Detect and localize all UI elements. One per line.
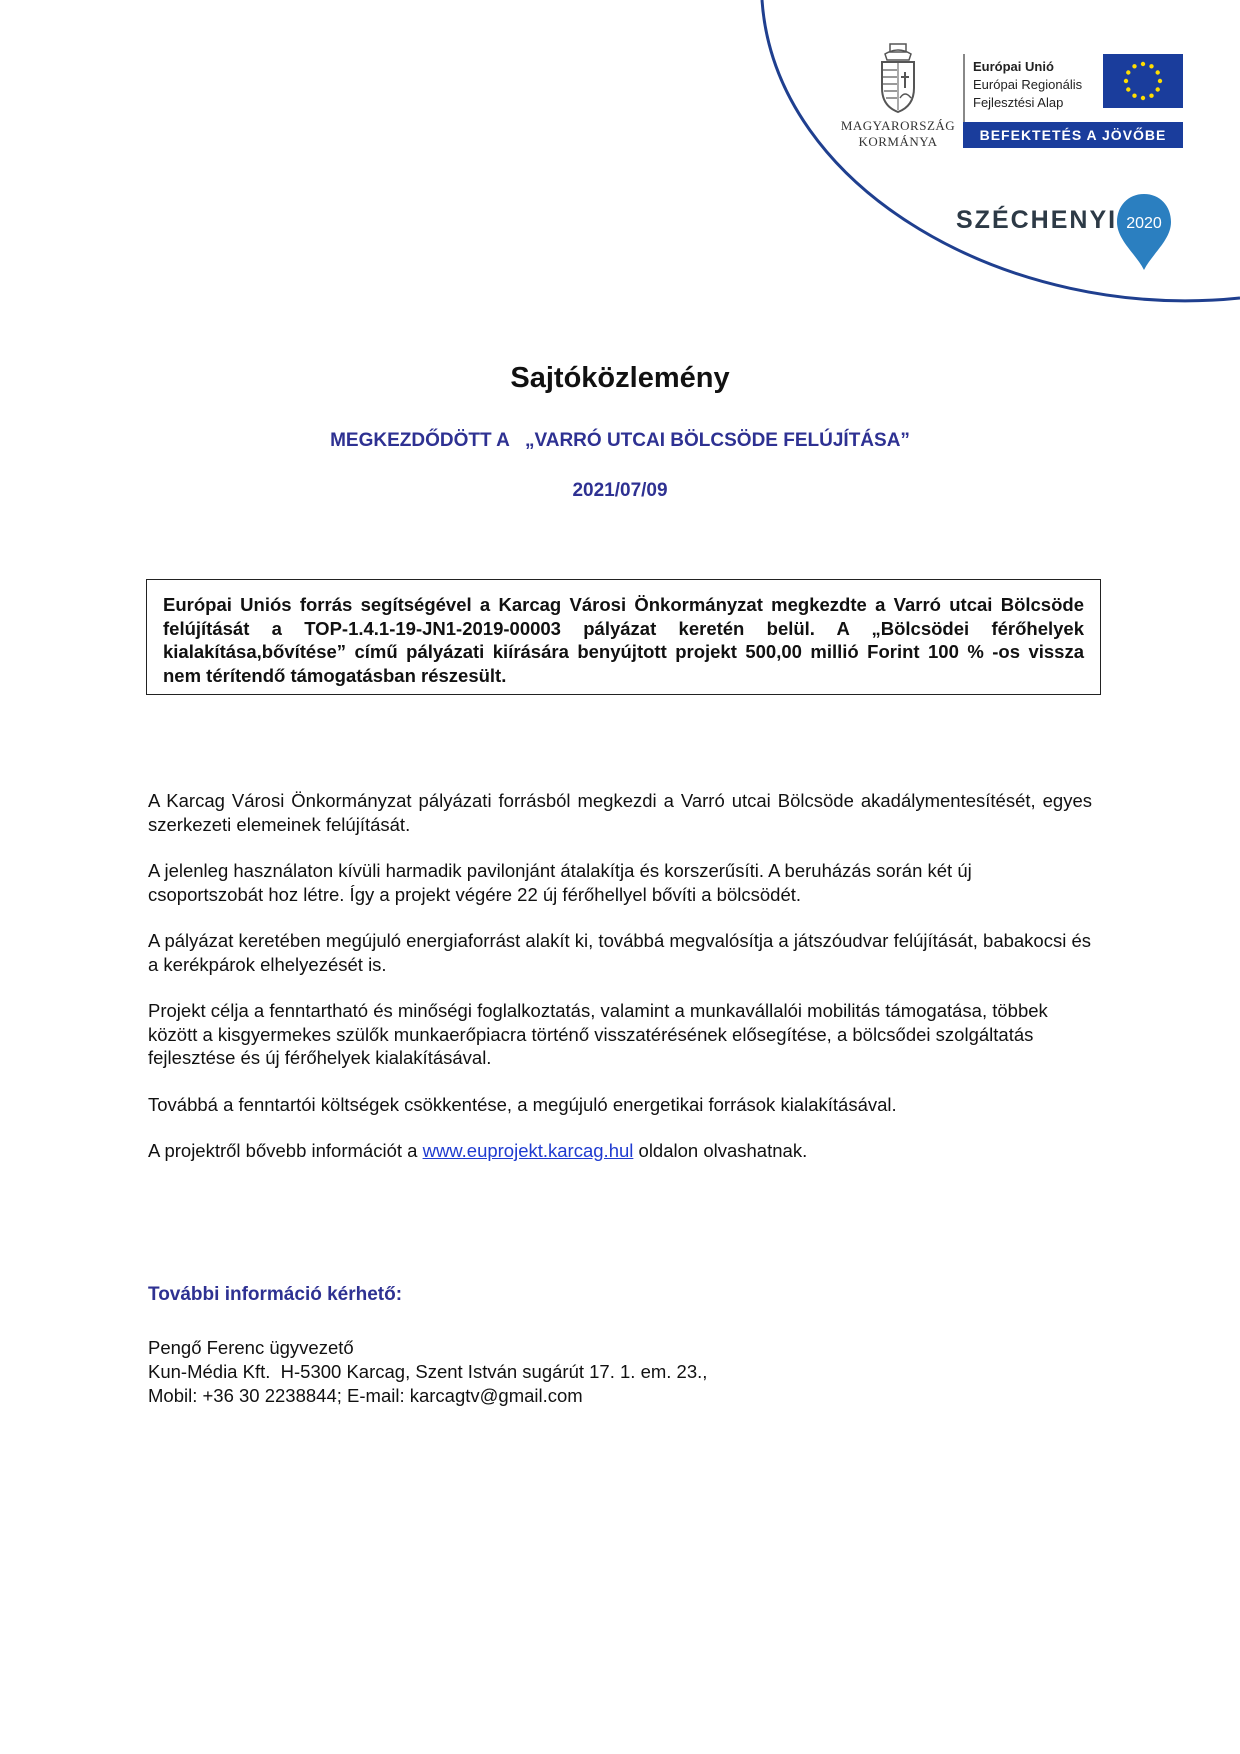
paragraph-link [148,1139,1092,1163]
link-suffix: oldalon olvashatnak. [633,1140,808,1161]
paragraph-5: Továbbá a fenntartói költségek csökkentése, a megújuló energetikai források kialakításával. [148,1093,897,1115]
body-text [148,789,1092,1186]
contact-title: További információ kérhető: [148,1284,403,1305]
summary-text: Európai Uniós forrás segítségével a Karcag Városi Önkormányzat megkezdte a Varró utcai Bölcsöde felújítását a TOP-1.4.1-19-JN1-2019-00003 pályázat keretén belül. A „Bölcsödei férőhelyek kialakítása,bővítése” című pályázati kiírására benyújtott projekt 500,00 millió Forint 100 % -os vissza nem térítendő támogatásban részesült. [163,594,1084,686]
paragraph-3: A pályázat keretében megújuló energiaforrást alakít ki, továbbá megvalósítja a játszóudvar felújítását, babakocsi és a kerékpárok elhelyezését is. [148,930,1092,975]
contact-section [148,1284,1092,1408]
release-date: 2021/07/09 [572,480,668,501]
szechenyi-logo-text: SZÉCHENYI [956,206,1118,234]
eu-flag-icon [1103,54,1183,108]
eu-title: Európai Unió [973,59,1054,74]
paragraph-4: Projekt célja a fenntartható és minőségi foglalkoztatás, valamint a munkavállalói mobilitás támogatása, többek között a kisgyermekes szülők munkaerőpiacra történő visszatérésének elősegítése, a bölcsődei szolgáltatás fejlesztése és új férőhelyek kialakításával. [148,1000,1048,1068]
eu-divider [963,54,965,126]
government-name-line2: KORMÁNYA [858,134,938,149]
contact-phone-email: Mobil: +36 30 2238844; E-mail: karcagtv@gmail.com [148,1385,583,1406]
location-pin-icon [1114,192,1174,272]
paragraph-1: A Karcag Városi Önkormányzat pályázati forrásból megkezdi a Varró utcai Bölcsöde akadálymentesítését, egyes szerkezeti elemeinek felújítását. [148,790,1092,835]
contact-address: Kun-Média Kft. H-5300 Karcag, Szent István sugárút 17. 1. em. 23., [148,1361,708,1382]
link-prefix: A projektről bővebb információt a [148,1140,423,1161]
paragraph-2: A jelenleg használaton kívüli harmadik pavilonjánt átalakítja és korszerűsíti. A beruházás során két új csoportszobát hoz létre. Így a projekt végére 22 új férőhellyel bővíti a bölcsödét. [148,860,972,905]
page-subtitle: MEGKEZDŐDÖTT A „VARRÓ UTCAI BÖLCSÖDE FELÚJÍTÁSA” [330,430,910,451]
eu-fund-line2: Fejlesztési Alap [973,95,1064,110]
szechenyi-year: 2020 [1126,215,1162,232]
decorative-arc [0,0,1240,320]
contact-name: Pengő Ferenc ügyvezető [148,1337,354,1358]
hungarian-coat-of-arms-icon [843,42,953,114]
invest-banner: BEFEKTETÉS A JÖVŐBE [963,122,1183,148]
page-title: Sajtóközlemény [510,362,730,394]
government-name [838,118,958,150]
eu-fund-line1: Európai Regionális [973,77,1083,92]
project-website-link[interactable]: www.euprojekt.karcag.hul [422,1140,634,1161]
government-name-line1: MAGYARORSZÁG [840,118,956,133]
summary-box [146,579,1101,695]
eu-text [973,58,1082,112]
